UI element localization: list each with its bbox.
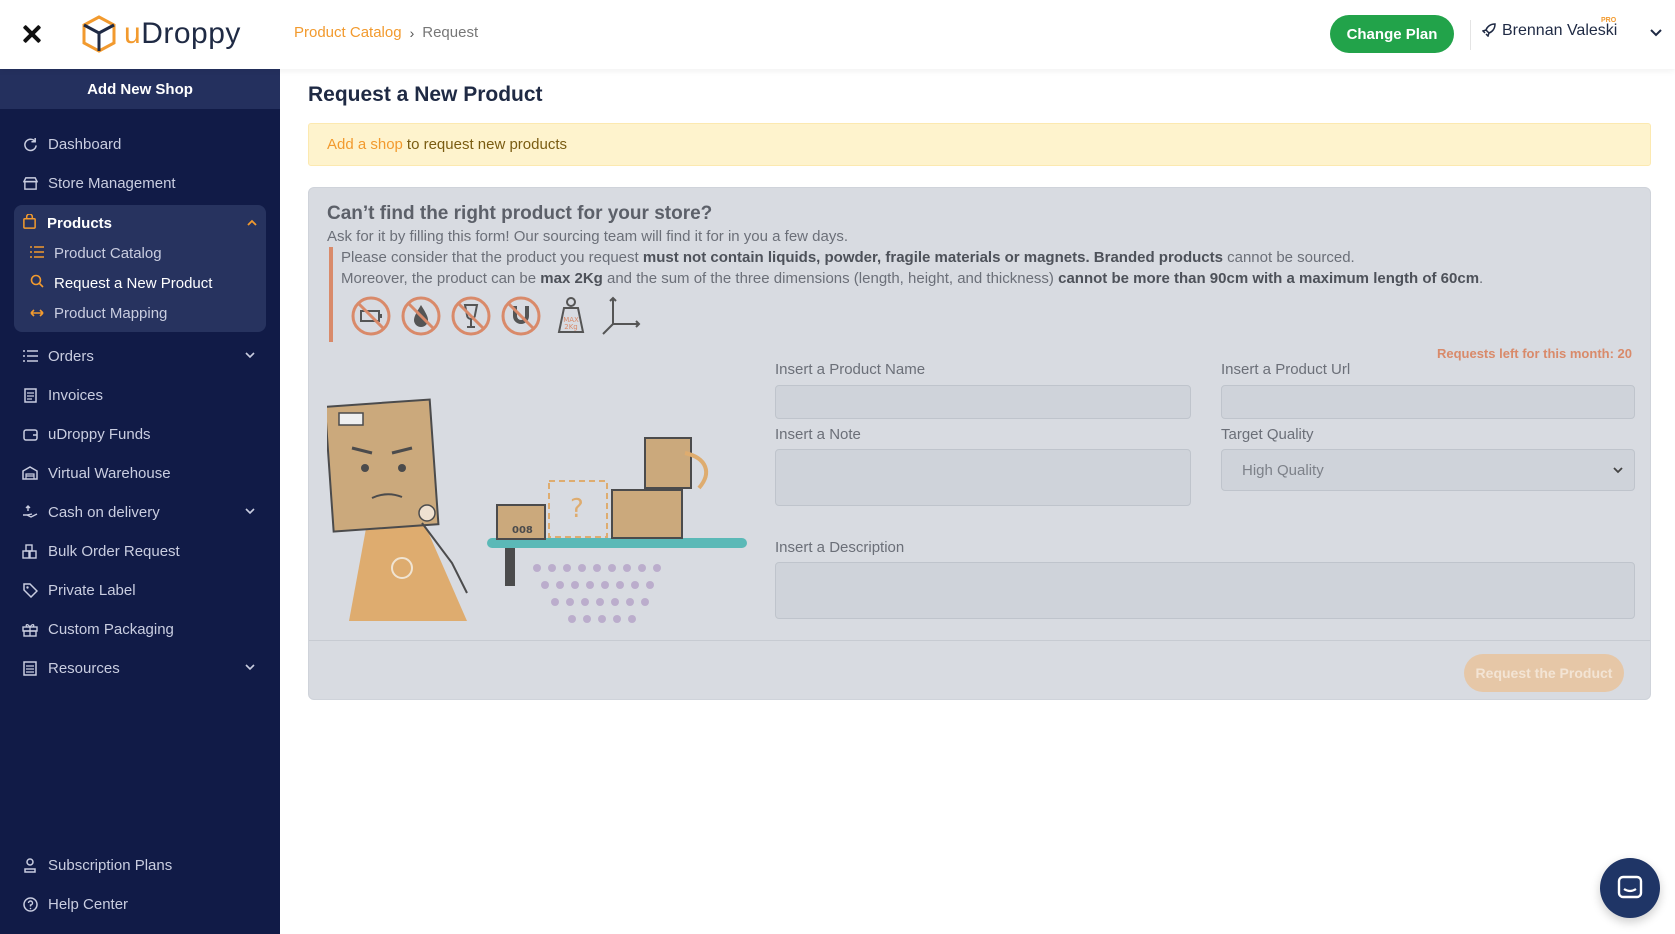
request-product-card: [308, 187, 1651, 700]
sidebar-item-store-management[interactable]: [14, 166, 266, 200]
card-subtitle: Ask for it by filling this form! Our sourcing team will find it for in you a few days.: [327, 228, 849, 245]
no-liquid-icon: [399, 294, 443, 338]
chevron-down-icon: [244, 505, 256, 517]
note-textarea[interactable]: [775, 449, 1191, 506]
hand-icon: [22, 504, 38, 520]
dimensions-icon: [599, 294, 643, 338]
user-menu[interactable]: [1482, 22, 1617, 40]
restriction-icons: [349, 294, 643, 338]
add-shop-alert: [308, 123, 1651, 166]
sidebar-item-label: Custom Packaging: [48, 620, 174, 638]
chevron-down-icon: [1612, 464, 1624, 476]
rocket-icon: [1482, 23, 1496, 40]
sidebar-item-label: Products: [47, 214, 113, 232]
description-textarea[interactable]: [775, 562, 1635, 619]
refresh-icon: [22, 136, 38, 152]
breadcrumb-product-catalog[interactable]: Product Catalog: [294, 24, 402, 41]
document-icon: [22, 387, 38, 403]
svg-text:MAX: MAX: [563, 316, 579, 324]
bag-icon: [22, 214, 37, 233]
weight-max-icon: [549, 294, 593, 338]
sidebar-item-orders[interactable]: [14, 339, 266, 373]
sidebar-item-help-center[interactable]: [14, 887, 266, 921]
logo-cube-icon: [80, 14, 118, 54]
svg-text:2Kg: 2Kg: [564, 323, 578, 331]
sidebar-item-label: Subscription Plans: [48, 856, 173, 874]
list-icon: [30, 245, 44, 262]
chevron-down-icon: [244, 661, 256, 673]
requests-left-counter: Requests left for this month: 20: [1436, 346, 1632, 361]
product-url-label: Insert a Product Url: [1221, 361, 1351, 378]
sidebar-sub-label: Product Mapping: [54, 304, 168, 322]
no-magnet-icon: [499, 294, 543, 338]
sidebar-sub-product-mapping[interactable]: [30, 300, 167, 326]
sidebar-item-label: Help Center: [48, 895, 129, 913]
logo-text: uDroppy: [124, 17, 241, 50]
add-new-shop-button[interactable]: Add New Shop: [0, 69, 280, 109]
sidebar-item-resources[interactable]: [14, 651, 266, 685]
breadcrumb-current: Request: [422, 24, 479, 41]
arrows-icon: [30, 305, 44, 322]
svg-text:008: 008: [512, 525, 533, 536]
chevron-up-icon: [246, 217, 258, 229]
no-fragile-icon: [449, 294, 493, 338]
sidebar-item-cash-on-delivery[interactable]: [14, 495, 266, 529]
sidebar-item-label: Resources: [48, 659, 120, 677]
target-quality-select[interactable]: [1221, 449, 1635, 491]
user-name: Brennan Valeski: [1502, 22, 1618, 39]
sidebar-sub-label: Request a New Product: [54, 274, 213, 292]
sidebar-item-label: Bulk Order Request: [48, 542, 180, 560]
change-plan-button[interactable]: Change Plan: [1330, 15, 1454, 53]
chat-icon: [1616, 874, 1644, 902]
sidebar-item-dashboard[interactable]: [14, 127, 266, 161]
target-quality-label: Target Quality: [1221, 426, 1314, 443]
warehouse-icon: [22, 465, 38, 481]
product-name-label: Insert a Product Name: [775, 361, 926, 378]
help-icon: [22, 896, 38, 912]
chevron-right-icon: ›: [409, 24, 415, 41]
sidebar-item-invoices[interactable]: [14, 378, 266, 412]
main-content: [280, 69, 1675, 934]
request-product-button[interactable]: Request the Product: [1464, 654, 1624, 692]
close-icon[interactable]: [20, 22, 44, 46]
chat-support-button[interactable]: [1600, 858, 1660, 918]
card-title: Can’t find the right product for your store?: [327, 203, 713, 224]
no-battery-icon: [349, 294, 393, 338]
list-icon: [22, 348, 38, 364]
sidebar-item-custom-packaging[interactable]: [14, 612, 266, 646]
sidebar: [0, 69, 280, 934]
sidebar-item-label: uDroppy Funds: [48, 425, 151, 443]
sidebar-sub-request-new-product[interactable]: [30, 270, 212, 296]
sidebar-sub-label: Product Catalog: [54, 244, 162, 262]
description-label: Insert a Description: [775, 539, 905, 556]
sidebar-item-label: Store Management: [48, 174, 176, 192]
sidebar-item-products[interactable]: [22, 210, 258, 236]
sidebar-item-label: Cash on delivery: [48, 503, 160, 521]
sidebar-sub-product-catalog[interactable]: [30, 240, 162, 266]
store-icon: [22, 175, 38, 191]
logo[interactable]: [80, 14, 241, 54]
svg-text:?: ?: [570, 494, 584, 524]
boxes-icon: [22, 543, 38, 559]
chevron-down-icon[interactable]: [1648, 24, 1664, 40]
restrictions-notice: [329, 247, 1629, 342]
sidebar-item-label: Virtual Warehouse: [48, 464, 171, 482]
breadcrumb: [294, 24, 478, 41]
gift-icon: [22, 621, 38, 637]
product-url-input[interactable]: [1221, 385, 1635, 419]
card-footer-divider: [309, 640, 1651, 641]
sidebar-item-label: Private Label: [48, 581, 136, 599]
pro-badge: PRO: [1601, 17, 1617, 24]
tag-icon: [22, 582, 38, 598]
sidebar-item-label: Orders: [48, 347, 94, 365]
alert-text: to request new products: [406, 136, 567, 153]
product-name-input[interactable]: [775, 385, 1191, 419]
divider: [1470, 20, 1471, 50]
sidebar-item-subscription-plans[interactable]: [14, 848, 266, 882]
sidebar-item-bulk-order-request[interactable]: [14, 534, 266, 568]
sidebar-item-private-label[interactable]: [14, 573, 266, 607]
target-quality-value: High Quality: [1242, 461, 1324, 479]
sidebar-item-udroppy-funds[interactable]: [14, 417, 266, 451]
product-search-illustration: [327, 393, 747, 641]
person-icon: [22, 857, 38, 873]
page-title: Request a New Product: [308, 83, 543, 106]
sidebar-item-label: Dashboard: [48, 135, 122, 153]
sidebar-item-label: Invoices: [48, 386, 104, 404]
top-bar: [0, 0, 1675, 69]
notice-line-1: Please consider that the product you request must not contain liquids, powder, fragile materials or magnets. Branded products cannot be sourced.: [341, 249, 1355, 266]
book-icon: [22, 660, 38, 676]
add-shop-link[interactable]: Add a shop: [327, 136, 403, 153]
chevron-down-icon: [244, 349, 256, 361]
sidebar-item-virtual-warehouse[interactable]: [14, 456, 266, 490]
search-icon: [30, 274, 44, 292]
note-label: Insert a Note: [775, 426, 861, 443]
notice-line-2: Moreover, the product can be max 2Kg and the sum of the three dimensions (length, height, and thickness) cannot be more than 90cm with a maximum length of 60cm.: [341, 270, 1484, 287]
wallet-icon: [22, 426, 38, 442]
products-group: [14, 205, 266, 332]
